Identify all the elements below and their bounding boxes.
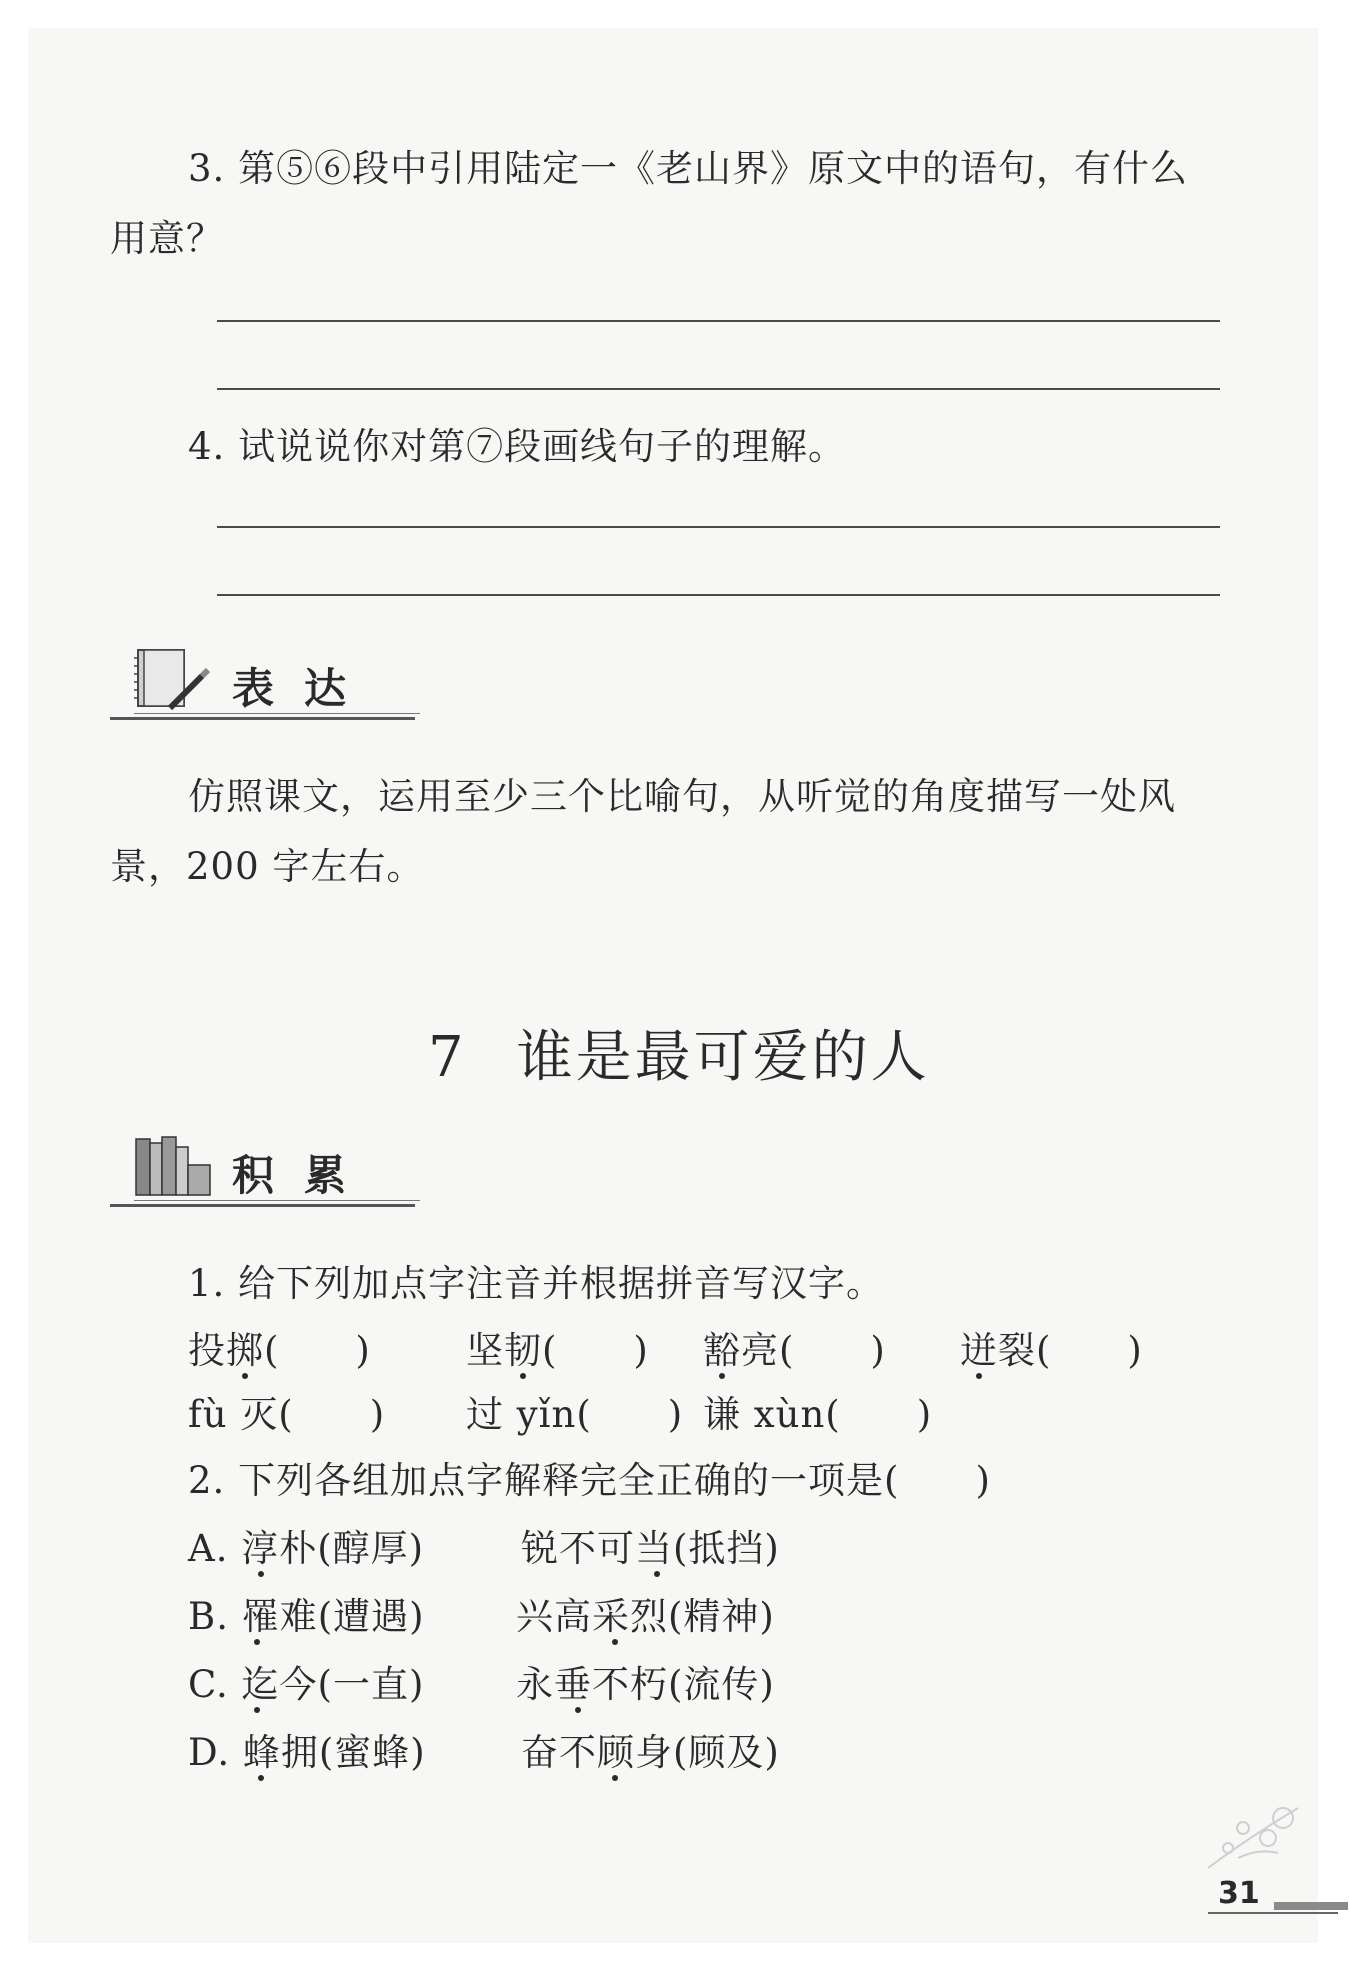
- emphasis-dot: [254, 1707, 260, 1713]
- answer-line[interactable]: [217, 388, 1220, 390]
- emphasis-dot: [242, 1373, 248, 1379]
- section-underline-thin: [134, 713, 420, 714]
- books-icon: [130, 1133, 220, 1203]
- option-c-idiom: 永垂不朽(流传): [516, 1663, 775, 1706]
- floral-decoration-icon: [1188, 1788, 1318, 1878]
- section-header-expression: [110, 646, 430, 720]
- emphasis-dot: [575, 1707, 581, 1713]
- question-3-line1: 3. 第⑤⑥段中引用陆定一《老山界》原文中的语句，有什么: [188, 147, 1189, 190]
- expression-text-line2: 景，200 字左右。: [110, 845, 425, 888]
- option-a-word[interactable]: A. 淳朴(醇厚): [188, 1527, 425, 1570]
- option-b-word[interactable]: B. 罹难(遭遇): [188, 1595, 425, 1638]
- option-d-word[interactable]: D. 蜂拥(蜜蜂): [188, 1731, 426, 1774]
- emphasis-dot: [254, 1639, 260, 1645]
- page-number-bar: [1274, 1902, 1348, 1910]
- emphasis-dot: [976, 1373, 982, 1379]
- section-header-accumulation: [110, 1133, 430, 1207]
- pinyin-item: 迸裂( ): [960, 1329, 1143, 1372]
- section-underline: [110, 1204, 415, 1207]
- question-4: 4. 试说说你对第⑦段画线句子的理解。: [188, 425, 847, 468]
- notebook-pen-icon: [130, 646, 220, 716]
- section-underline: [110, 717, 415, 720]
- option-b-idiom: 兴高采烈(精神): [516, 1595, 775, 1638]
- section-underline-thin: [134, 1200, 420, 1201]
- workbook-page: [28, 28, 1318, 1943]
- page-number-rule: [1208, 1912, 1338, 1914]
- pinyin-item: 坚韧( ): [466, 1329, 649, 1372]
- page-number: 31: [1218, 1876, 1260, 1911]
- section-label-accumulation: 积累: [232, 1151, 377, 1200]
- section-label-expression: 表达: [232, 664, 377, 713]
- page-number-block: [1208, 1876, 1348, 1916]
- question-3-line2: 用意？: [110, 217, 224, 260]
- emphasis-dot: [258, 1571, 264, 1577]
- expression-text-line1: 仿照课文，运用至少三个比喻句，从听觉的角度描写一处风: [188, 775, 1176, 818]
- pinyin-item: 过 yǐn( ): [466, 1393, 684, 1436]
- option-d-idiom: 奋不顾身(顾及): [521, 1731, 780, 1774]
- emphasis-dot: [654, 1571, 660, 1577]
- emphasis-dot: [520, 1373, 526, 1379]
- pinyin-item: 豁亮( ): [703, 1329, 886, 1372]
- answer-line[interactable]: [217, 526, 1220, 528]
- emphasis-dot: [719, 1373, 725, 1379]
- lesson-title: [428, 1013, 930, 1093]
- emphasis-dot: [258, 1775, 264, 1781]
- answer-line[interactable]: [217, 320, 1220, 322]
- emphasis-dot: [612, 1775, 618, 1781]
- lesson-number: 7: [428, 1025, 467, 1090]
- emphasis-dot: [612, 1639, 618, 1645]
- exercise-2-prompt: 2. 下列各组加点字解释完全正确的一项是( ): [188, 1459, 991, 1502]
- option-c-word[interactable]: C. 迄今(一直): [188, 1663, 425, 1706]
- pinyin-item: 谦 xùn( ): [703, 1393, 933, 1436]
- pinyin-item: fù 灭( ): [188, 1393, 386, 1436]
- option-a-idiom: 锐不可当(抵挡): [521, 1527, 780, 1570]
- exercise-1-prompt: 1. 给下列加点字注音并根据拼音写汉字。: [188, 1262, 885, 1305]
- answer-line[interactable]: [217, 594, 1220, 596]
- lesson-name: 谁是最可爱的人: [516, 1025, 930, 1090]
- pinyin-item: 投掷( ): [188, 1329, 371, 1372]
